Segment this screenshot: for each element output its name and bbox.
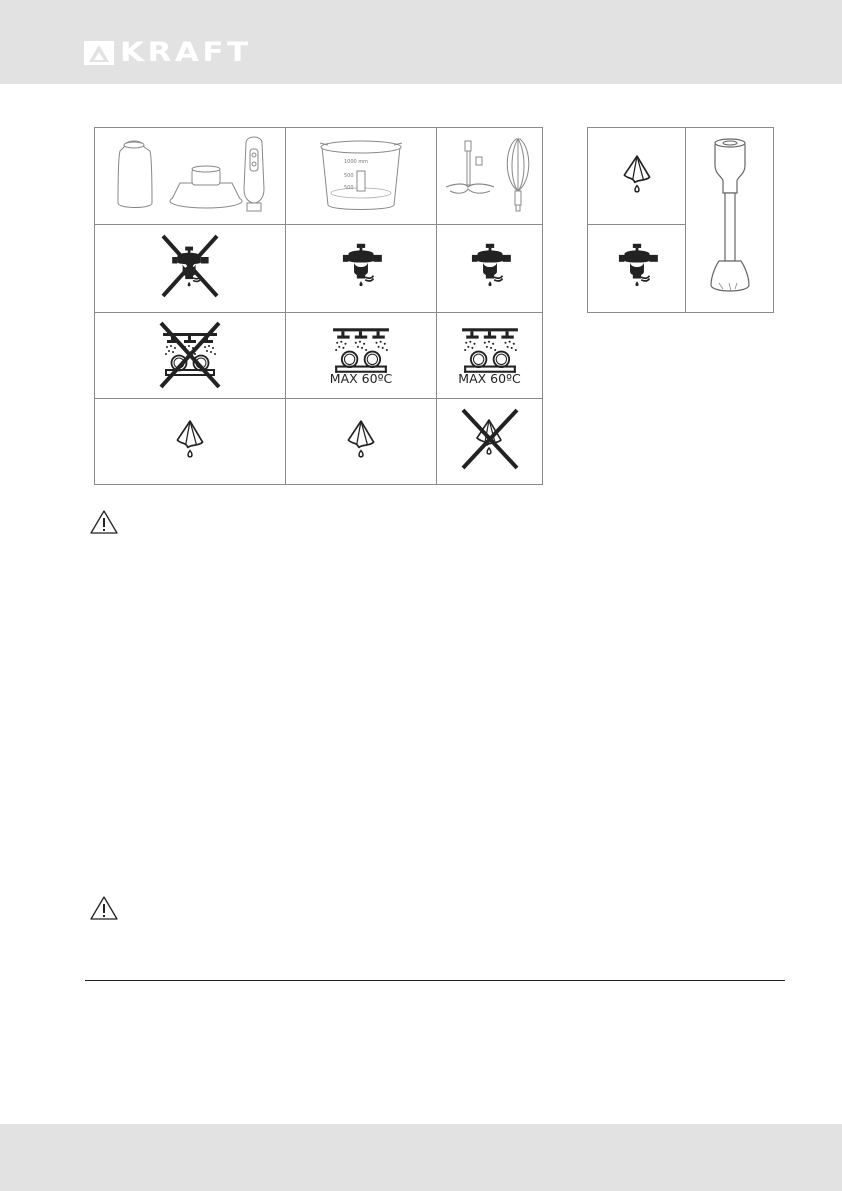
page-footer [0,1124,842,1191]
no-running-water-icon [155,230,225,302]
warning-icon [89,509,119,535]
damp-cloth-icon [618,154,656,194]
cell-motor-parts [95,128,286,225]
damp-cloth-icon [342,419,380,459]
damp-cloth-icon [171,419,209,459]
dishwasher-icon [331,326,391,374]
dishwasher-icon [460,326,520,374]
running-water-icon [337,241,385,291]
stick-cleaning-table [587,127,774,313]
cell-no-cloth-blade [437,399,543,485]
blender-stick-illustration [705,133,755,303]
cell-blade-whisk [437,128,543,225]
svg-text:500: 500 [344,184,354,191]
cell-tap-blade [437,225,543,313]
cell-tap-stick [588,225,686,313]
warning-icon [89,895,119,921]
brand-name: KRAFT [120,37,252,68]
cell-cloth-motor [95,399,286,485]
cleaning-instructions-table [94,127,543,485]
page-header [0,0,842,84]
max-temperature-label: MAX 60ºC [458,370,521,386]
no-dishwasher-icon [155,315,225,391]
running-water-icon [613,241,661,291]
blade-whisk-illustration [440,129,540,219]
cell-cloth-bowl [286,399,437,485]
running-water-icon [466,241,514,291]
cell-dishwasher-blade [437,313,543,399]
no-cloth-icon [457,404,523,474]
blender-parts-illustration [100,129,280,219]
chopper-bowl-illustration [306,129,416,219]
svg-text:500: 500 [344,172,354,179]
cell-dishwasher-bowl [286,313,437,399]
svg-text:1000 mm: 1000 mm [344,158,369,165]
cell-tap-bowl [286,225,437,313]
section-divider [85,980,785,981]
cell-blender-stick [686,128,774,313]
kraft-logo [84,37,252,68]
cell-chopper-bowl [286,128,437,225]
logo-mark-icon [84,41,114,65]
cell-no-dishwasher-motor [95,313,286,399]
max-temperature-label: MAX 60ºC [329,370,393,386]
cell-no-tap-motor [95,225,286,313]
cell-cloth-stick [588,128,686,225]
